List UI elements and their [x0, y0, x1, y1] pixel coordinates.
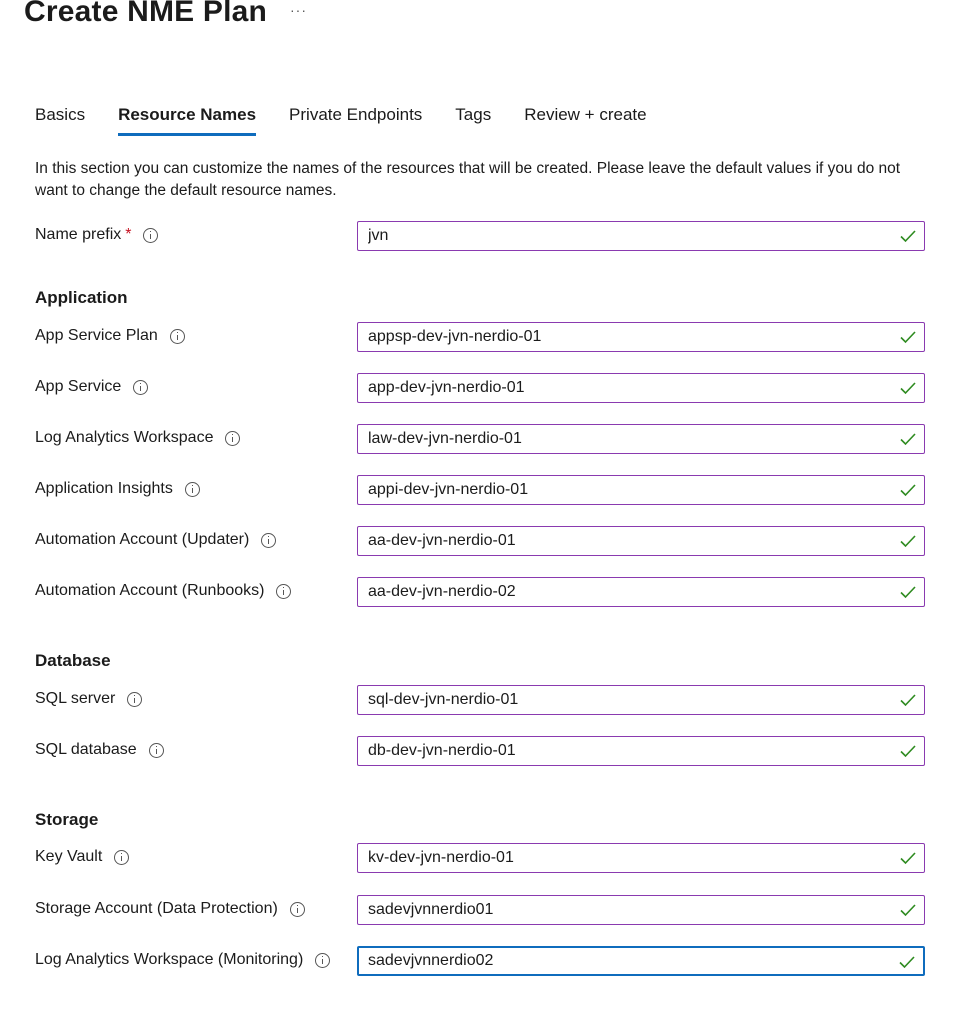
check-icon	[899, 955, 915, 969]
app-service-plan-input[interactable]	[368, 323, 868, 351]
info-icon[interactable]	[276, 584, 291, 599]
law-monitoring-row	[35, 946, 925, 976]
law-monitoring-label-text: Log Analytics Workspace (Monitoring)	[35, 951, 304, 968]
automation-runbooks-input[interactable]	[368, 578, 868, 606]
check-icon	[900, 744, 916, 758]
name-prefix-row	[35, 221, 925, 251]
sql-server-label-text: SQL server	[35, 690, 116, 707]
info-icon[interactable]	[149, 743, 164, 758]
check-icon	[900, 534, 916, 548]
app-service-plan-row	[35, 322, 925, 352]
key-vault-field	[357, 843, 925, 873]
tab-tags[interactable]: Tags	[455, 105, 492, 124]
tab-private-endpoints[interactable]: Private Endpoints	[289, 105, 423, 124]
app-service-plan-field	[357, 322, 925, 352]
sql-database-row	[35, 736, 925, 766]
app-service-field	[357, 373, 925, 403]
app-service-input[interactable]	[368, 374, 868, 402]
automation-updater-field	[357, 526, 925, 556]
tab-basics[interactable]: Basics	[35, 105, 86, 124]
info-icon[interactable]	[133, 380, 148, 395]
info-icon[interactable]	[170, 329, 185, 344]
app-service-row	[35, 373, 925, 403]
automation-updater-label	[35, 531, 276, 549]
storage-data-protection-label-text: Storage Account (Data Protection)	[35, 900, 278, 917]
log-analytics-workspace-label-text: Log Analytics Workspace	[35, 429, 214, 446]
storage-data-protection-input[interactable]	[368, 896, 868, 924]
page-title: Create NME Plan	[24, 0, 268, 28]
log-analytics-workspace-row	[35, 424, 925, 454]
application-insights-label	[35, 480, 200, 498]
check-icon	[900, 483, 916, 497]
automation-updater-label-text: Automation Account (Updater)	[35, 531, 250, 548]
sql-database-label	[35, 741, 164, 759]
key-vault-label-text: Key Vault	[35, 848, 103, 865]
title-row	[24, 0, 267, 40]
info-icon[interactable]	[127, 692, 142, 707]
automation-runbooks-field	[357, 577, 925, 607]
key-vault-label	[35, 848, 129, 866]
application-insights-input[interactable]	[368, 476, 868, 504]
info-icon[interactable]	[315, 953, 330, 968]
check-icon	[900, 903, 916, 917]
section-heading-database: Database	[35, 651, 111, 670]
info-icon[interactable]	[290, 902, 305, 917]
automation-runbooks-label	[35, 582, 291, 600]
name-prefix-field	[357, 221, 925, 251]
app-service-plan-label	[35, 327, 185, 345]
app-service-label-text: App Service	[35, 378, 122, 395]
check-icon	[900, 381, 916, 395]
tab-resource-names[interactable]: Resource Names	[118, 102, 256, 136]
check-icon	[900, 229, 916, 243]
sql-server-field	[357, 685, 925, 715]
section-heading-storage: Storage	[35, 810, 99, 829]
info-icon[interactable]	[261, 533, 276, 548]
sql-server-input[interactable]	[368, 686, 868, 714]
automation-updater-input[interactable]	[368, 527, 868, 555]
sql-database-field	[357, 736, 925, 766]
application-insights-row	[35, 475, 925, 505]
law-monitoring-field	[357, 946, 925, 976]
storage-data-protection-label	[35, 900, 305, 918]
section-description: In this section you can customize the names of the resources that will be created. Please leave the default values if you do not want to change the default resource names.	[35, 160, 901, 199]
required-mark: *	[125, 226, 132, 243]
info-icon[interactable]	[225, 431, 240, 446]
check-icon	[900, 330, 916, 344]
key-vault-row	[35, 843, 925, 873]
check-icon	[900, 851, 916, 865]
app-service-plan-label-text: App Service Plan	[35, 327, 158, 344]
info-icon[interactable]	[185, 482, 200, 497]
automation-runbooks-row	[35, 577, 925, 607]
storage-data-protection-field	[357, 895, 925, 925]
check-icon	[900, 432, 916, 446]
name-prefix-label-text: Name prefix	[35, 226, 122, 243]
application-insights-label-text: Application Insights	[35, 480, 173, 497]
log-analytics-workspace-label	[35, 429, 240, 447]
log-analytics-workspace-field	[357, 424, 925, 454]
key-vault-input[interactable]	[368, 844, 868, 872]
info-icon[interactable]	[114, 850, 129, 865]
name-prefix-input[interactable]	[368, 222, 868, 250]
sql-server-label	[35, 690, 142, 708]
law-monitoring-label	[35, 951, 330, 969]
automation-runbooks-label-text: Automation Account (Runbooks)	[35, 582, 265, 599]
application-insights-field	[357, 475, 925, 505]
law-monitoring-input[interactable]	[368, 947, 868, 975]
automation-updater-row	[35, 526, 925, 556]
app-service-label	[35, 378, 148, 396]
sql-database-label-text: SQL database	[35, 741, 137, 758]
sql-database-input[interactable]	[368, 737, 868, 765]
tab-review-create[interactable]: Review + create	[524, 105, 647, 124]
check-icon	[900, 693, 916, 707]
log-analytics-workspace-input[interactable]	[368, 425, 868, 453]
sql-server-row	[35, 685, 925, 715]
storage-data-protection-row	[35, 895, 925, 925]
check-icon	[900, 585, 916, 599]
more-icon[interactable]: ···	[290, 2, 307, 18]
section-heading-application: Application	[35, 288, 128, 307]
name-prefix-label	[35, 226, 158, 244]
tab-bar	[35, 102, 680, 138]
info-icon[interactable]	[143, 228, 158, 243]
